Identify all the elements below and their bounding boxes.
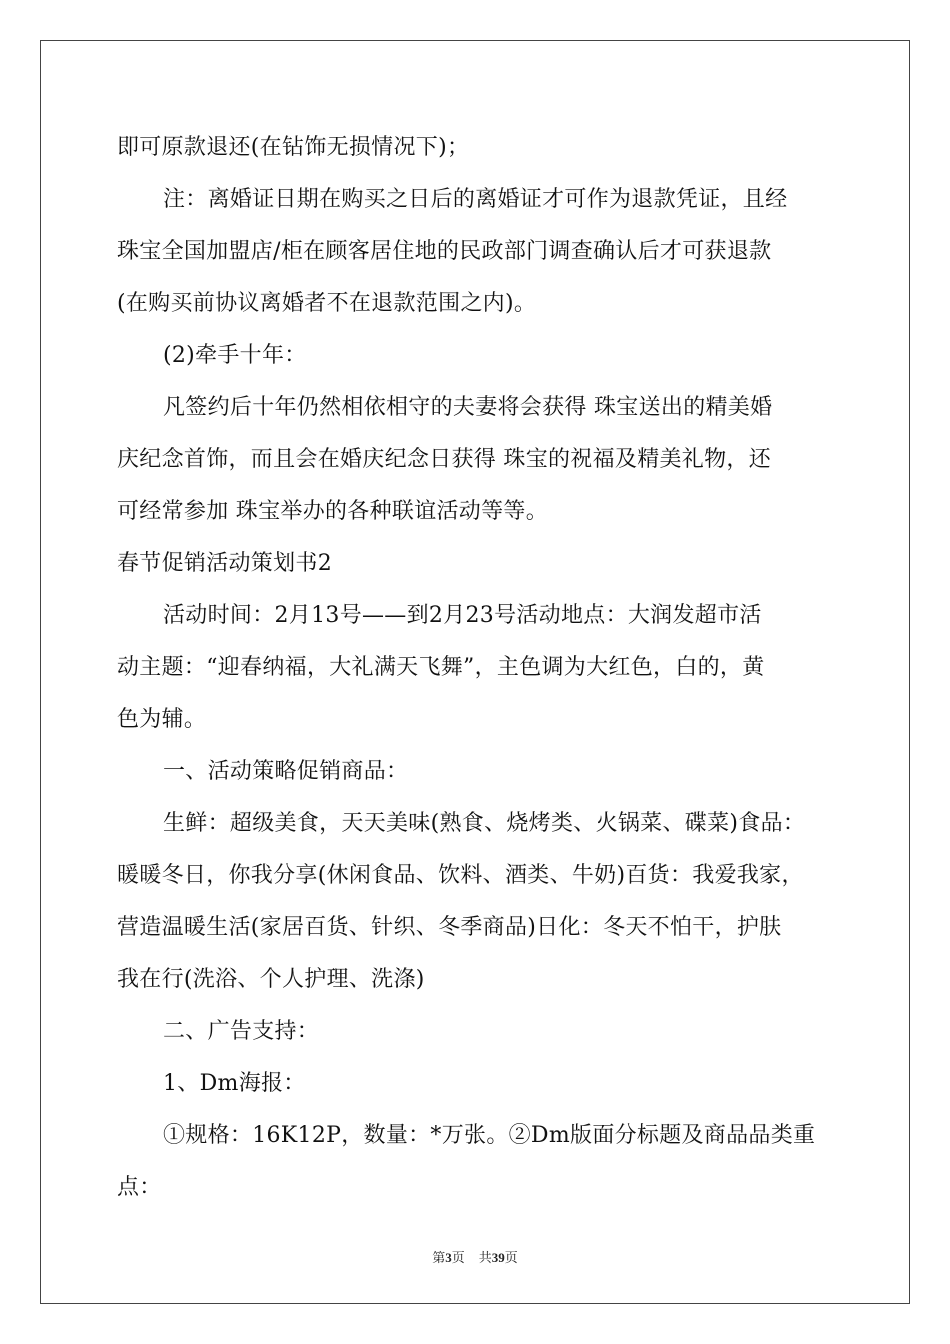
- heading-line: 1、Dm海报：: [163, 1071, 306, 1096]
- heading-line: 一、活动策略促销商品：: [163, 759, 409, 784]
- paragraph-line: 营造温暖生活(家居百货、针织、冬季商品)日化：冬天不怕干，护肤: [117, 915, 782, 940]
- paragraph-line: 即可原款退还(在钻饰无损情况下)；: [117, 135, 470, 160]
- page-prefix: 第: [432, 1250, 446, 1265]
- paragraph-line: 注：离婚证日期在购买之日后的离婚证才可作为退款凭证，且经: [163, 187, 788, 212]
- paragraph-line: 可经常参加 珠宝举办的各种联谊活动等等。: [117, 499, 548, 524]
- paragraph-line: 动主题：“迎春纳福，大礼满天飞舞”，主色调为大红色，白的，黄: [117, 655, 765, 680]
- paragraph-line: ①规格：16K12P，数量：*万张。②Dm版面分标题及商品品类重: [163, 1123, 816, 1148]
- total-suffix: 页: [504, 1250, 518, 1265]
- paragraph-line: (在购买前协议离婚者不在退款范围之内)。: [117, 291, 537, 316]
- section-title: 春节促销活动策划书2: [117, 551, 332, 576]
- paragraph-line: 我在行(洗浴、个人护理、洗涤): [117, 967, 425, 992]
- total-pages: 39: [491, 1250, 505, 1265]
- paragraph-line: 点：: [117, 1175, 162, 1200]
- paragraph-line: 色为辅。: [117, 707, 207, 732]
- page-suffix: 页: [451, 1250, 465, 1265]
- heading-line: 二、广告支持：: [163, 1019, 320, 1044]
- page-footer: [0, 1247, 950, 1266]
- paragraph-line: 庆纪念首饰，而且会在婚庆纪念日获得 珠宝的祝福及精美礼物，还: [117, 447, 771, 472]
- paragraph-line: 珠宝全国加盟店/柜在顾客居住地的民政部门调查确认后才可获退款: [117, 239, 772, 264]
- paragraph-line: 暖暖冬日，你我分享(休闲食品、饮料、酒类、牛奶)百货：我爱我家，: [117, 863, 804, 888]
- document-body: [117, 122, 837, 1214]
- paragraph-line: 凡签约后十年仍然相依相守的夫妻将会获得 珠宝送出的精美婚: [163, 395, 773, 420]
- page-number: 3: [445, 1250, 452, 1265]
- paragraph-line: 活动时间：2月13号——到2月23号活动地点：大润发超市活: [163, 603, 762, 628]
- paragraph-line: 生鲜：超级美食，天天美味(熟食、烧烤类、火锅菜、碟菜)食品：: [163, 811, 806, 836]
- paragraph-line: (2)牵手十年：: [163, 343, 307, 368]
- total-prefix: 共: [478, 1250, 492, 1265]
